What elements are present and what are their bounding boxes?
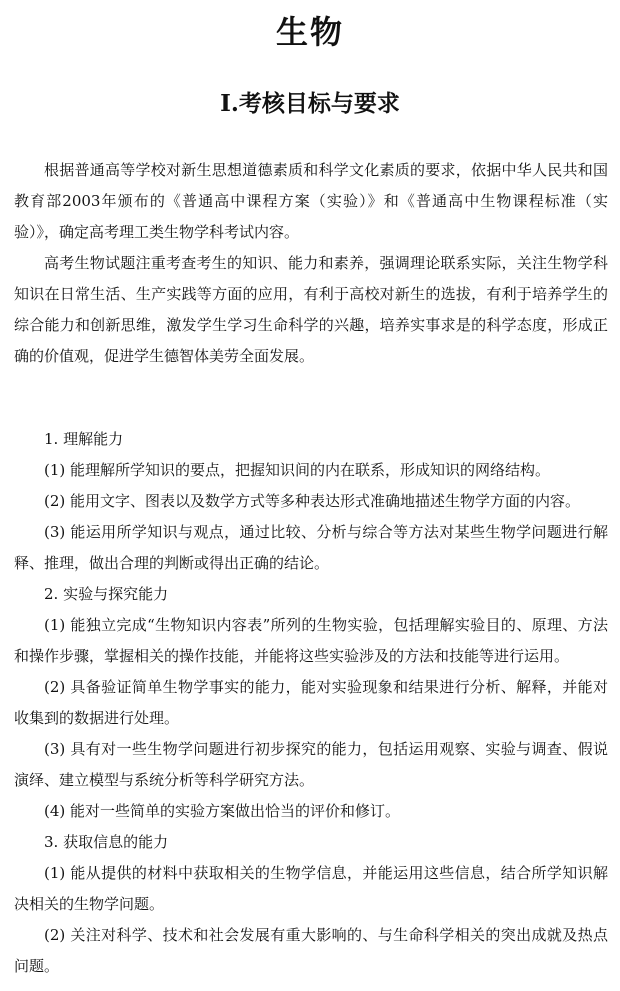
list-item: (2) 具备验证简单生物学事实的能力，能对实验现象和结果进行分析、解释，并能对收集到的数据进行处理。 — [14, 678, 608, 727]
list-item: (3) 具有对一些生物学问题进行初步探究的能力，包括运用观察、实验与调查、假说演绎、建立模型与系统分析等科学研究方法。 — [14, 740, 608, 789]
list-item: (4) 能对一些简单的实验方案做出恰当的评价和修订。 — [44, 802, 401, 820]
list-item: (3) 能运用所学知识与观点，通过比较、分析与综合等方法对某些生物学问题进行解释、推理，做出合理的判断或得出正确的结论。 — [14, 523, 608, 572]
document-body — [14, 155, 608, 982]
list-item: (1) 能理解所学知识的要点，把握知识间的内在联系，形成知识的网络结构。 — [44, 461, 551, 479]
ability-heading-experiment: 2. 实验与探究能力 — [44, 585, 169, 603]
paragraph-gap — [14, 372, 608, 424]
list-item: (2) 关注对科学、技术和社会发展有重大影响的、与生命科学相关的突出成就及热点问题。 — [14, 926, 608, 975]
intro-paragraph: 根据普通高等学校对新生思想道德素质和科学文化素质的要求，依据中华人民共和国教育部2003年颁布的《普通高中课程方案（实验）》和《普通高中生物课程标准（实验）》，确定高考理工类生物学科考试内容。 — [14, 161, 608, 241]
ability-heading-understanding: 1. 理解能力 — [44, 430, 124, 448]
section-title: Ⅰ.考核目标与要求 — [220, 90, 400, 117]
document-title: 生物 — [275, 13, 344, 51]
ability-heading-information: 3. 获取信息的能力 — [44, 833, 169, 851]
list-item: (1) 能从提供的材料中获取相关的生物学信息，并能运用这些信息，结合所学知识解决相关的生物学问题。 — [14, 864, 608, 913]
list-item: (2) 能用文字、图表以及数学方式等多种表达形式准确地描述生物学方面的内容。 — [44, 492, 581, 510]
intro-paragraph: 高考生物试题注重考查考生的知识、能力和素养，强调理论联系实际，关注生物学科知识在日常生活、生产实践等方面的应用，有利于高校对新生的选拔，有利于培养学生的综合能力和创新思维，激发学生学习生命科学的兴趣，培养实事求是的科学态度，形成正确的价值观，促进学生德智体美劳全面发展。 — [14, 254, 608, 365]
list-item: (1) 能独立完成“生物知识内容表”所列的生物实验，包括理解实验目的、原理、方法和操作步骤，掌握相关的操作技能，并能将这些实验涉及的方法和技能等进行运用。 — [14, 616, 608, 665]
